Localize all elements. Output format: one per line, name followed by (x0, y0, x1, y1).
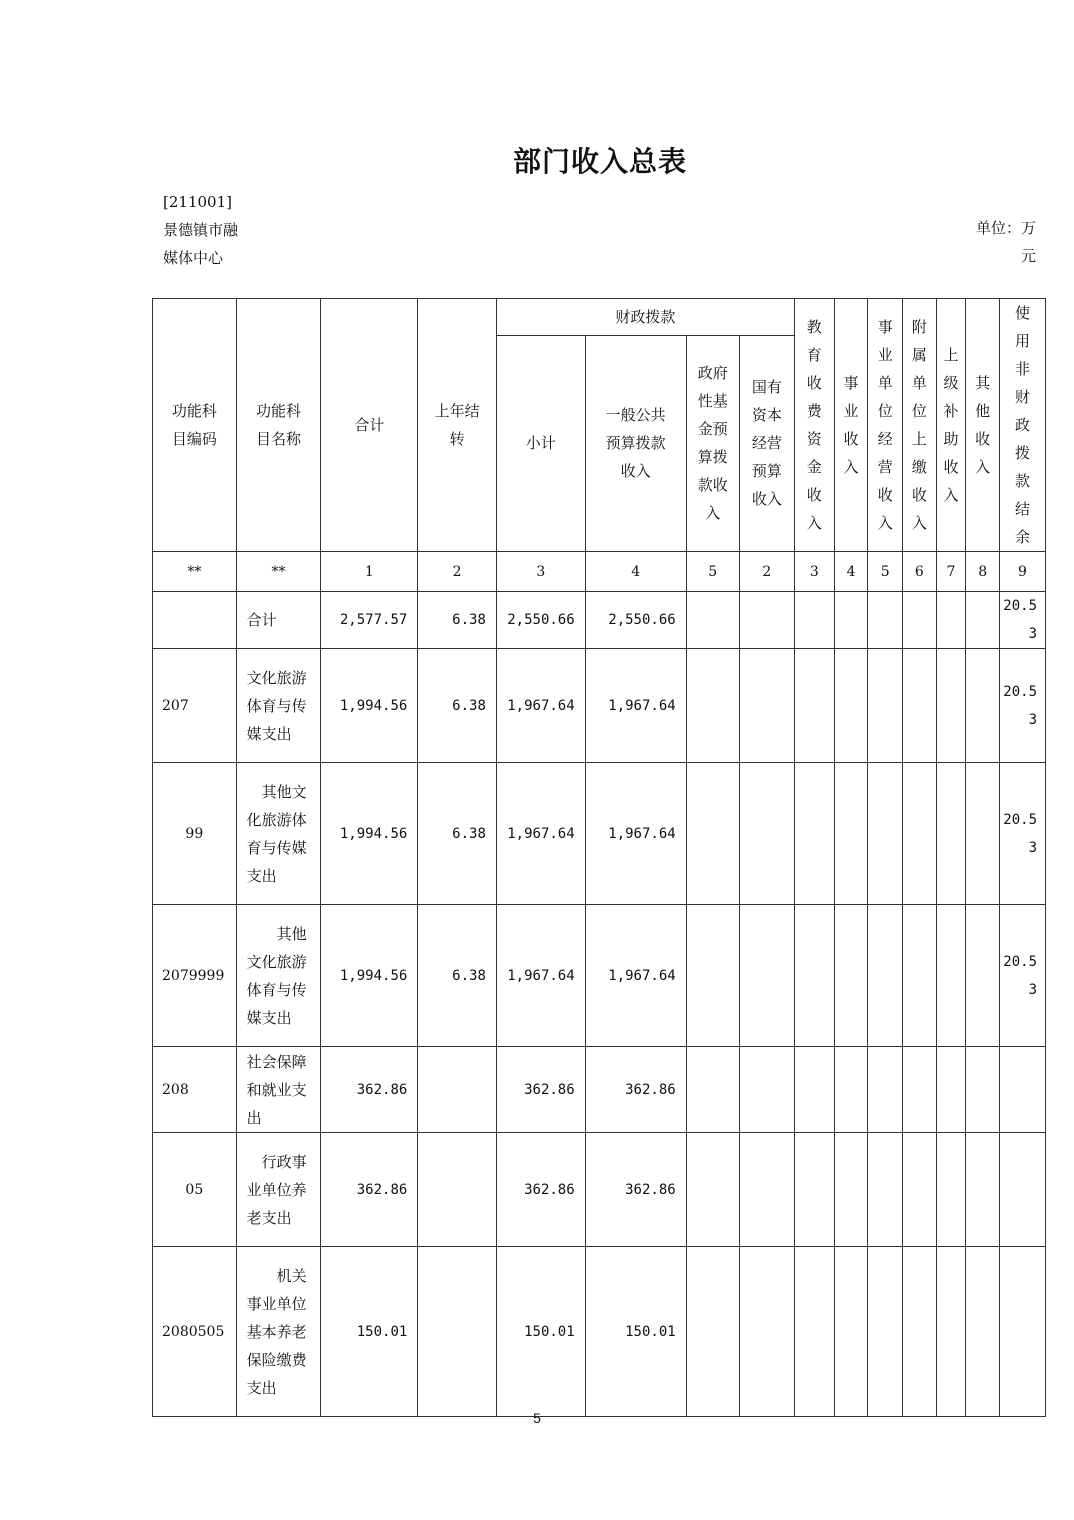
unit-label: 单位：万元 (976, 219, 1037, 265)
empty-cell (966, 1247, 1000, 1417)
empty-cell (686, 763, 739, 905)
row-carryover: 6.38 (418, 905, 497, 1047)
header-other-income: 其他收入 (966, 299, 1000, 552)
empty-cell (903, 649, 937, 763)
row-carryover: 6.38 (418, 649, 497, 763)
row-total: 1,994.56 (321, 763, 418, 905)
empty-cell (868, 1133, 903, 1247)
row-balance (999, 1247, 1045, 1417)
row-code: 207 (153, 649, 237, 763)
empty-cell (794, 592, 834, 649)
index-cell: 5 (686, 552, 739, 592)
row-code: 99 (153, 763, 237, 905)
table-row (153, 649, 1046, 763)
header-code: 功能科目编码 (153, 299, 237, 552)
empty-cell (739, 763, 794, 905)
empty-cell (834, 905, 868, 1047)
empty-cell (936, 592, 966, 649)
row-subtotal: 1,967.64 (496, 905, 585, 1047)
row-general-budget: 362.86 (585, 1133, 686, 1247)
empty-cell (686, 649, 739, 763)
empty-cell (868, 763, 903, 905)
empty-cell (868, 1247, 903, 1417)
row-balance: 20.53 (999, 592, 1045, 649)
empty-cell (794, 1247, 834, 1417)
empty-cell (936, 1247, 966, 1417)
index-cell: 5 (868, 552, 903, 592)
row-name: 机关事业单位基本养老保险缴费支出 (236, 1247, 321, 1417)
row-code: 208 (153, 1047, 237, 1133)
index-cell: 3 (496, 552, 585, 592)
row-total: 2,577.57 (321, 592, 418, 649)
row-code: 2079999 (153, 905, 237, 1047)
index-cell: 9 (999, 552, 1045, 592)
row-balance: 20.53 (999, 763, 1045, 905)
empty-cell (739, 1047, 794, 1133)
header-operating-income: 事业单位经营收入 (868, 299, 903, 552)
row-subtotal: 1,967.64 (496, 649, 585, 763)
empty-cell (903, 905, 937, 1047)
empty-cell (903, 592, 937, 649)
header-superior-subsidy: 上级补助收入 (936, 299, 966, 552)
empty-cell (966, 763, 1000, 905)
row-carryover: 6.38 (418, 763, 497, 905)
row-total: 150.01 (321, 1247, 418, 1417)
row-code: 05 (153, 1133, 237, 1247)
row-subtotal: 362.86 (496, 1133, 585, 1247)
header-state-capital: 国有资本经营预算收入 (739, 335, 794, 551)
empty-cell (834, 649, 868, 763)
empty-cell (739, 592, 794, 649)
header-carryover: 上年结转 (418, 299, 497, 552)
header-gov-fund: 政府性基金预算拨款收入 (686, 335, 739, 551)
empty-cell (903, 1133, 937, 1247)
index-cell: 6 (903, 552, 937, 592)
row-general-budget: 362.86 (585, 1047, 686, 1133)
empty-cell (834, 763, 868, 905)
empty-cell (739, 905, 794, 1047)
empty-cell (794, 1047, 834, 1133)
empty-cell (686, 1047, 739, 1133)
empty-cell (834, 1047, 868, 1133)
row-balance (999, 1047, 1045, 1133)
index-cell: 8 (966, 552, 1000, 592)
header-non-fiscal-balance: 使用非财政拨款结余 (999, 299, 1045, 552)
row-carryover (418, 1247, 497, 1417)
empty-cell (834, 1133, 868, 1247)
empty-cell (739, 1247, 794, 1417)
empty-cell (936, 1047, 966, 1133)
row-code: 2080505 (153, 1247, 237, 1417)
empty-cell (966, 1133, 1000, 1247)
row-subtotal: 2,550.66 (496, 592, 585, 649)
empty-cell (868, 592, 903, 649)
index-cell: 2 (739, 552, 794, 592)
row-balance (999, 1133, 1045, 1247)
empty-cell (936, 905, 966, 1047)
table-row (153, 763, 1046, 905)
row-general-budget: 1,967.64 (585, 763, 686, 905)
empty-cell (739, 649, 794, 763)
page-title: 部门收入总表 (512, 145, 687, 178)
empty-cell (936, 649, 966, 763)
table-row (153, 1047, 1046, 1133)
header-edu-fee: 教育收费资金收入 (794, 299, 834, 552)
row-carryover: 6.38 (418, 592, 497, 649)
header-fiscal: 财政拨款 (496, 299, 794, 336)
empty-cell (834, 1247, 868, 1417)
table-row (153, 1133, 1046, 1247)
row-total: 1,994.56 (321, 905, 418, 1047)
empty-cell (936, 763, 966, 905)
empty-cell (966, 905, 1000, 1047)
row-total: 362.86 (321, 1133, 418, 1247)
empty-cell (794, 1133, 834, 1247)
row-subtotal: 1,967.64 (496, 763, 585, 905)
row-subtotal: 362.86 (496, 1047, 585, 1133)
index-cell: ** (153, 552, 237, 592)
header-general-budget: 一般公共预算拨款收入 (585, 335, 686, 551)
page-number: 5 (533, 1410, 541, 1426)
index-cell: 4 (585, 552, 686, 592)
income-table (152, 298, 1046, 1417)
empty-cell (868, 1047, 903, 1133)
row-name: 其他文化旅游体育与传媒支出 (236, 763, 321, 905)
row-name: 其他文化旅游体育与传媒支出 (236, 905, 321, 1047)
empty-cell (686, 905, 739, 1047)
empty-cell (966, 1047, 1000, 1133)
table-row (153, 592, 1046, 649)
header-affiliated: 附属单位上缴收入 (903, 299, 937, 552)
table-row (153, 1247, 1046, 1417)
empty-cell (868, 905, 903, 1047)
empty-cell (966, 649, 1000, 763)
empty-cell (794, 905, 834, 1047)
row-general-budget: 1,967.64 (585, 649, 686, 763)
index-cell: 7 (936, 552, 966, 592)
table-row (153, 905, 1046, 1047)
index-cell: 4 (834, 552, 868, 592)
header-total: 合计 (321, 299, 418, 552)
empty-cell (903, 1247, 937, 1417)
row-name: 合计 (236, 592, 321, 649)
empty-cell (936, 1133, 966, 1247)
row-carryover (418, 1047, 497, 1133)
index-cell: 3 (794, 552, 834, 592)
empty-cell (794, 763, 834, 905)
empty-cell (739, 1133, 794, 1247)
row-code (153, 592, 237, 649)
index-cell: 1 (321, 552, 418, 592)
index-cell: 2 (418, 552, 497, 592)
empty-cell (868, 649, 903, 763)
empty-cell (903, 1047, 937, 1133)
row-general-budget: 1,967.64 (585, 905, 686, 1047)
empty-cell (966, 592, 1000, 649)
row-carryover (418, 1133, 497, 1247)
row-general-budget: 2,550.66 (585, 592, 686, 649)
row-subtotal: 150.01 (496, 1247, 585, 1417)
empty-cell (903, 763, 937, 905)
header-name: 功能科目名称 (236, 299, 321, 552)
header-business-income: 事业收入 (834, 299, 868, 552)
empty-cell (834, 592, 868, 649)
row-balance: 20.53 (999, 649, 1045, 763)
index-row (153, 552, 1046, 592)
empty-cell (686, 1133, 739, 1247)
row-balance: 20.53 (999, 905, 1045, 1047)
empty-cell (794, 649, 834, 763)
row-total: 362.86 (321, 1047, 418, 1133)
unit-name: [211001]景德镇市融媒体中心 (163, 193, 239, 267)
index-cell: ** (236, 552, 321, 592)
row-name: 文化旅游体育与传媒支出 (236, 649, 321, 763)
row-total: 1,994.56 (321, 649, 418, 763)
row-name: 行政事业单位养老支出 (236, 1133, 321, 1247)
empty-cell (686, 592, 739, 649)
row-name: 社会保障和就业支出 (236, 1047, 321, 1133)
empty-cell (686, 1247, 739, 1417)
row-general-budget: 150.01 (585, 1247, 686, 1417)
header-subtotal: 小计 (496, 335, 585, 551)
